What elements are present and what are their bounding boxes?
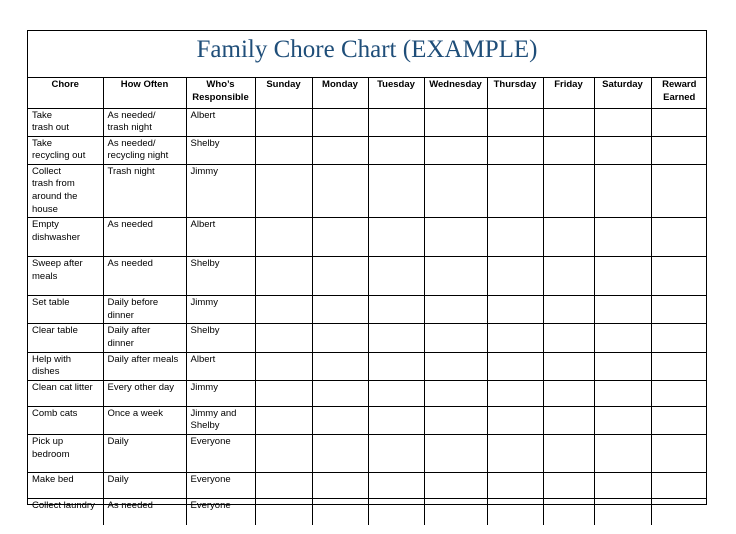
friday-cell[interactable] [543, 352, 594, 380]
reward-cell[interactable] [651, 380, 707, 406]
thursday-cell[interactable] [487, 499, 543, 525]
tuesday-cell[interactable] [368, 218, 424, 257]
responsible-cell: Everyone [186, 473, 255, 499]
reward-cell[interactable] [651, 257, 707, 296]
friday-cell[interactable] [543, 435, 594, 473]
wednesday-cell[interactable] [424, 296, 487, 324]
friday-cell[interactable] [543, 380, 594, 406]
sunday-cell[interactable] [255, 164, 312, 217]
tuesday-cell[interactable] [368, 296, 424, 324]
friday-cell[interactable] [543, 257, 594, 296]
reward-cell[interactable] [651, 352, 707, 380]
monday-cell[interactable] [312, 136, 368, 164]
reward-cell[interactable] [651, 136, 707, 164]
reward-cell[interactable] [651, 296, 707, 324]
responsible-cell: Everyone [186, 435, 255, 473]
table-row [28, 296, 707, 324]
friday-cell[interactable] [543, 164, 594, 217]
chore-cell: Empty dishwasher [28, 218, 103, 257]
tuesday-cell[interactable] [368, 499, 424, 525]
thursday-cell[interactable] [487, 380, 543, 406]
thursday-cell[interactable] [487, 108, 543, 136]
wednesday-cell[interactable] [424, 352, 487, 380]
responsible-cell: Albert [186, 218, 255, 257]
chore-cell: Collect laundry [28, 499, 103, 525]
sunday-cell[interactable] [255, 296, 312, 324]
responsible-cell: Jimmy and Shelby [186, 406, 255, 434]
table-row [28, 218, 707, 257]
table-row [28, 136, 707, 164]
sunday-cell[interactable] [255, 324, 312, 352]
wednesday-cell[interactable] [424, 499, 487, 525]
tuesday-cell[interactable] [368, 108, 424, 136]
saturday-cell[interactable] [594, 499, 651, 525]
header-sunday: Sunday [255, 78, 312, 108]
tuesday-cell[interactable] [368, 324, 424, 352]
tuesday-cell[interactable] [368, 406, 424, 434]
how-often-cell: As needed [103, 499, 186, 525]
thursday-cell[interactable] [487, 257, 543, 296]
table-row [28, 473, 707, 499]
saturday-cell[interactable] [594, 257, 651, 296]
reward-cell[interactable] [651, 108, 707, 136]
page-title: Family Chore Chart (EXAMPLE) [28, 31, 706, 78]
chore-chart [27, 30, 707, 511]
monday-cell[interactable] [312, 435, 368, 473]
wednesday-cell[interactable] [424, 218, 487, 257]
chore-cell: Make bed [28, 473, 103, 499]
sunday-cell[interactable] [255, 473, 312, 499]
saturday-cell[interactable] [594, 164, 651, 217]
how-often-cell: As needed/ trash night [103, 108, 186, 136]
table-row [28, 499, 707, 525]
tuesday-cell[interactable] [368, 352, 424, 380]
sunday-cell[interactable] [255, 406, 312, 434]
thursday-cell[interactable] [487, 435, 543, 473]
how-often-cell: As needed [103, 257, 186, 296]
chore-cell: Comb cats [28, 406, 103, 434]
chore-cell: Pick up bedroom [28, 435, 103, 473]
sunday-cell[interactable] [255, 218, 312, 257]
header-whos-responsible: Who’s Responsible [186, 78, 255, 108]
monday-cell[interactable] [312, 324, 368, 352]
sunday-cell[interactable] [255, 499, 312, 525]
responsible-cell: Shelby [186, 257, 255, 296]
responsible-cell: Albert [186, 352, 255, 380]
table-row [28, 257, 707, 296]
wednesday-cell[interactable] [424, 257, 487, 296]
tuesday-cell[interactable] [368, 380, 424, 406]
how-often-cell: Once a week [103, 406, 186, 434]
table-row [28, 435, 707, 473]
reward-cell[interactable] [651, 218, 707, 257]
wednesday-cell[interactable] [424, 164, 487, 217]
header-tuesday: Tuesday [368, 78, 424, 108]
sunday-cell[interactable] [255, 380, 312, 406]
how-often-cell: As needed [103, 218, 186, 257]
header-row [28, 78, 707, 108]
table-row [28, 406, 707, 434]
monday-cell[interactable] [312, 380, 368, 406]
how-often-cell: Every other day [103, 380, 186, 406]
saturday-cell[interactable] [594, 108, 651, 136]
saturday-cell[interactable] [594, 296, 651, 324]
monday-cell[interactable] [312, 473, 368, 499]
chore-cell: Take trash out [28, 108, 103, 136]
wednesday-cell[interactable] [424, 324, 487, 352]
friday-cell[interactable] [543, 108, 594, 136]
thursday-cell[interactable] [487, 218, 543, 257]
tuesday-cell[interactable] [368, 164, 424, 217]
chore-cell: Take recycling out [28, 136, 103, 164]
reward-cell[interactable] [651, 324, 707, 352]
header-saturday: Saturday [594, 78, 651, 108]
monday-cell[interactable] [312, 352, 368, 380]
table-row [28, 380, 707, 406]
friday-cell[interactable] [543, 324, 594, 352]
saturday-cell[interactable] [594, 218, 651, 257]
thursday-cell[interactable] [487, 296, 543, 324]
wednesday-cell[interactable] [424, 435, 487, 473]
sunday-cell[interactable] [255, 435, 312, 473]
sunday-cell[interactable] [255, 108, 312, 136]
reward-cell[interactable] [651, 473, 707, 499]
thursday-cell[interactable] [487, 473, 543, 499]
header-how-often: How Often [103, 78, 186, 108]
chore-cell: Help with dishes [28, 352, 103, 380]
saturday-cell[interactable] [594, 136, 651, 164]
wednesday-cell[interactable] [424, 108, 487, 136]
thursday-cell[interactable] [487, 352, 543, 380]
thursday-cell[interactable] [487, 324, 543, 352]
how-often-cell: Trash night [103, 164, 186, 217]
monday-cell[interactable] [312, 108, 368, 136]
how-often-cell: Daily [103, 435, 186, 473]
friday-cell[interactable] [543, 218, 594, 257]
saturday-cell[interactable] [594, 406, 651, 434]
table-row [28, 352, 707, 380]
saturday-cell[interactable] [594, 352, 651, 380]
monday-cell[interactable] [312, 499, 368, 525]
wednesday-cell[interactable] [424, 136, 487, 164]
saturday-cell[interactable] [594, 435, 651, 473]
tuesday-cell[interactable] [368, 435, 424, 473]
header-thursday: Thursday [487, 78, 543, 108]
saturday-cell[interactable] [594, 324, 651, 352]
thursday-cell[interactable] [487, 406, 543, 434]
wednesday-cell[interactable] [424, 406, 487, 434]
responsible-cell: Albert [186, 108, 255, 136]
friday-cell[interactable] [543, 136, 594, 164]
friday-cell[interactable] [543, 406, 594, 434]
tuesday-cell[interactable] [368, 473, 424, 499]
how-often-cell: Daily after dinner [103, 324, 186, 352]
header-monday: Monday [312, 78, 368, 108]
responsible-cell: Everyone [186, 499, 255, 525]
table-row [28, 164, 707, 217]
reward-cell[interactable] [651, 164, 707, 217]
chore-table [28, 78, 707, 525]
chore-cell: Sweep after meals [28, 257, 103, 296]
sunday-cell[interactable] [255, 257, 312, 296]
friday-cell[interactable] [543, 296, 594, 324]
how-often-cell: Daily before dinner [103, 296, 186, 324]
thursday-cell[interactable] [487, 136, 543, 164]
monday-cell[interactable] [312, 164, 368, 217]
monday-cell[interactable] [312, 257, 368, 296]
header-friday: Friday [543, 78, 594, 108]
wednesday-cell[interactable] [424, 380, 487, 406]
table-row [28, 108, 707, 136]
tuesday-cell[interactable] [368, 257, 424, 296]
monday-cell[interactable] [312, 218, 368, 257]
reward-cell[interactable] [651, 499, 707, 525]
saturday-cell[interactable] [594, 380, 651, 406]
responsible-cell: Jimmy [186, 380, 255, 406]
sunday-cell[interactable] [255, 352, 312, 380]
monday-cell[interactable] [312, 296, 368, 324]
header-wednesday: Wednesday [424, 78, 487, 108]
how-often-cell: As needed/ recycling night [103, 136, 186, 164]
chore-cell: Clear table [28, 324, 103, 352]
chore-cell: Set table [28, 296, 103, 324]
sunday-cell[interactable] [255, 136, 312, 164]
thursday-cell[interactable] [487, 164, 543, 217]
reward-cell[interactable] [651, 406, 707, 434]
wednesday-cell[interactable] [424, 473, 487, 499]
how-often-cell: Daily after meals [103, 352, 186, 380]
friday-cell[interactable] [543, 499, 594, 525]
chore-cell: Clean cat litter [28, 380, 103, 406]
saturday-cell[interactable] [594, 473, 651, 499]
reward-cell[interactable] [651, 435, 707, 473]
friday-cell[interactable] [543, 473, 594, 499]
how-often-cell: Daily [103, 473, 186, 499]
monday-cell[interactable] [312, 406, 368, 434]
responsible-cell: Jimmy [186, 164, 255, 217]
chore-cell: Collect trash from around the house [28, 164, 103, 217]
table-row [28, 324, 707, 352]
header-reward-earned: Reward Earned [651, 78, 707, 108]
responsible-cell: Shelby [186, 324, 255, 352]
header-chore: Chore [28, 78, 103, 108]
tuesday-cell[interactable] [368, 136, 424, 164]
responsible-cell: Shelby [186, 136, 255, 164]
responsible-cell: Jimmy [186, 296, 255, 324]
